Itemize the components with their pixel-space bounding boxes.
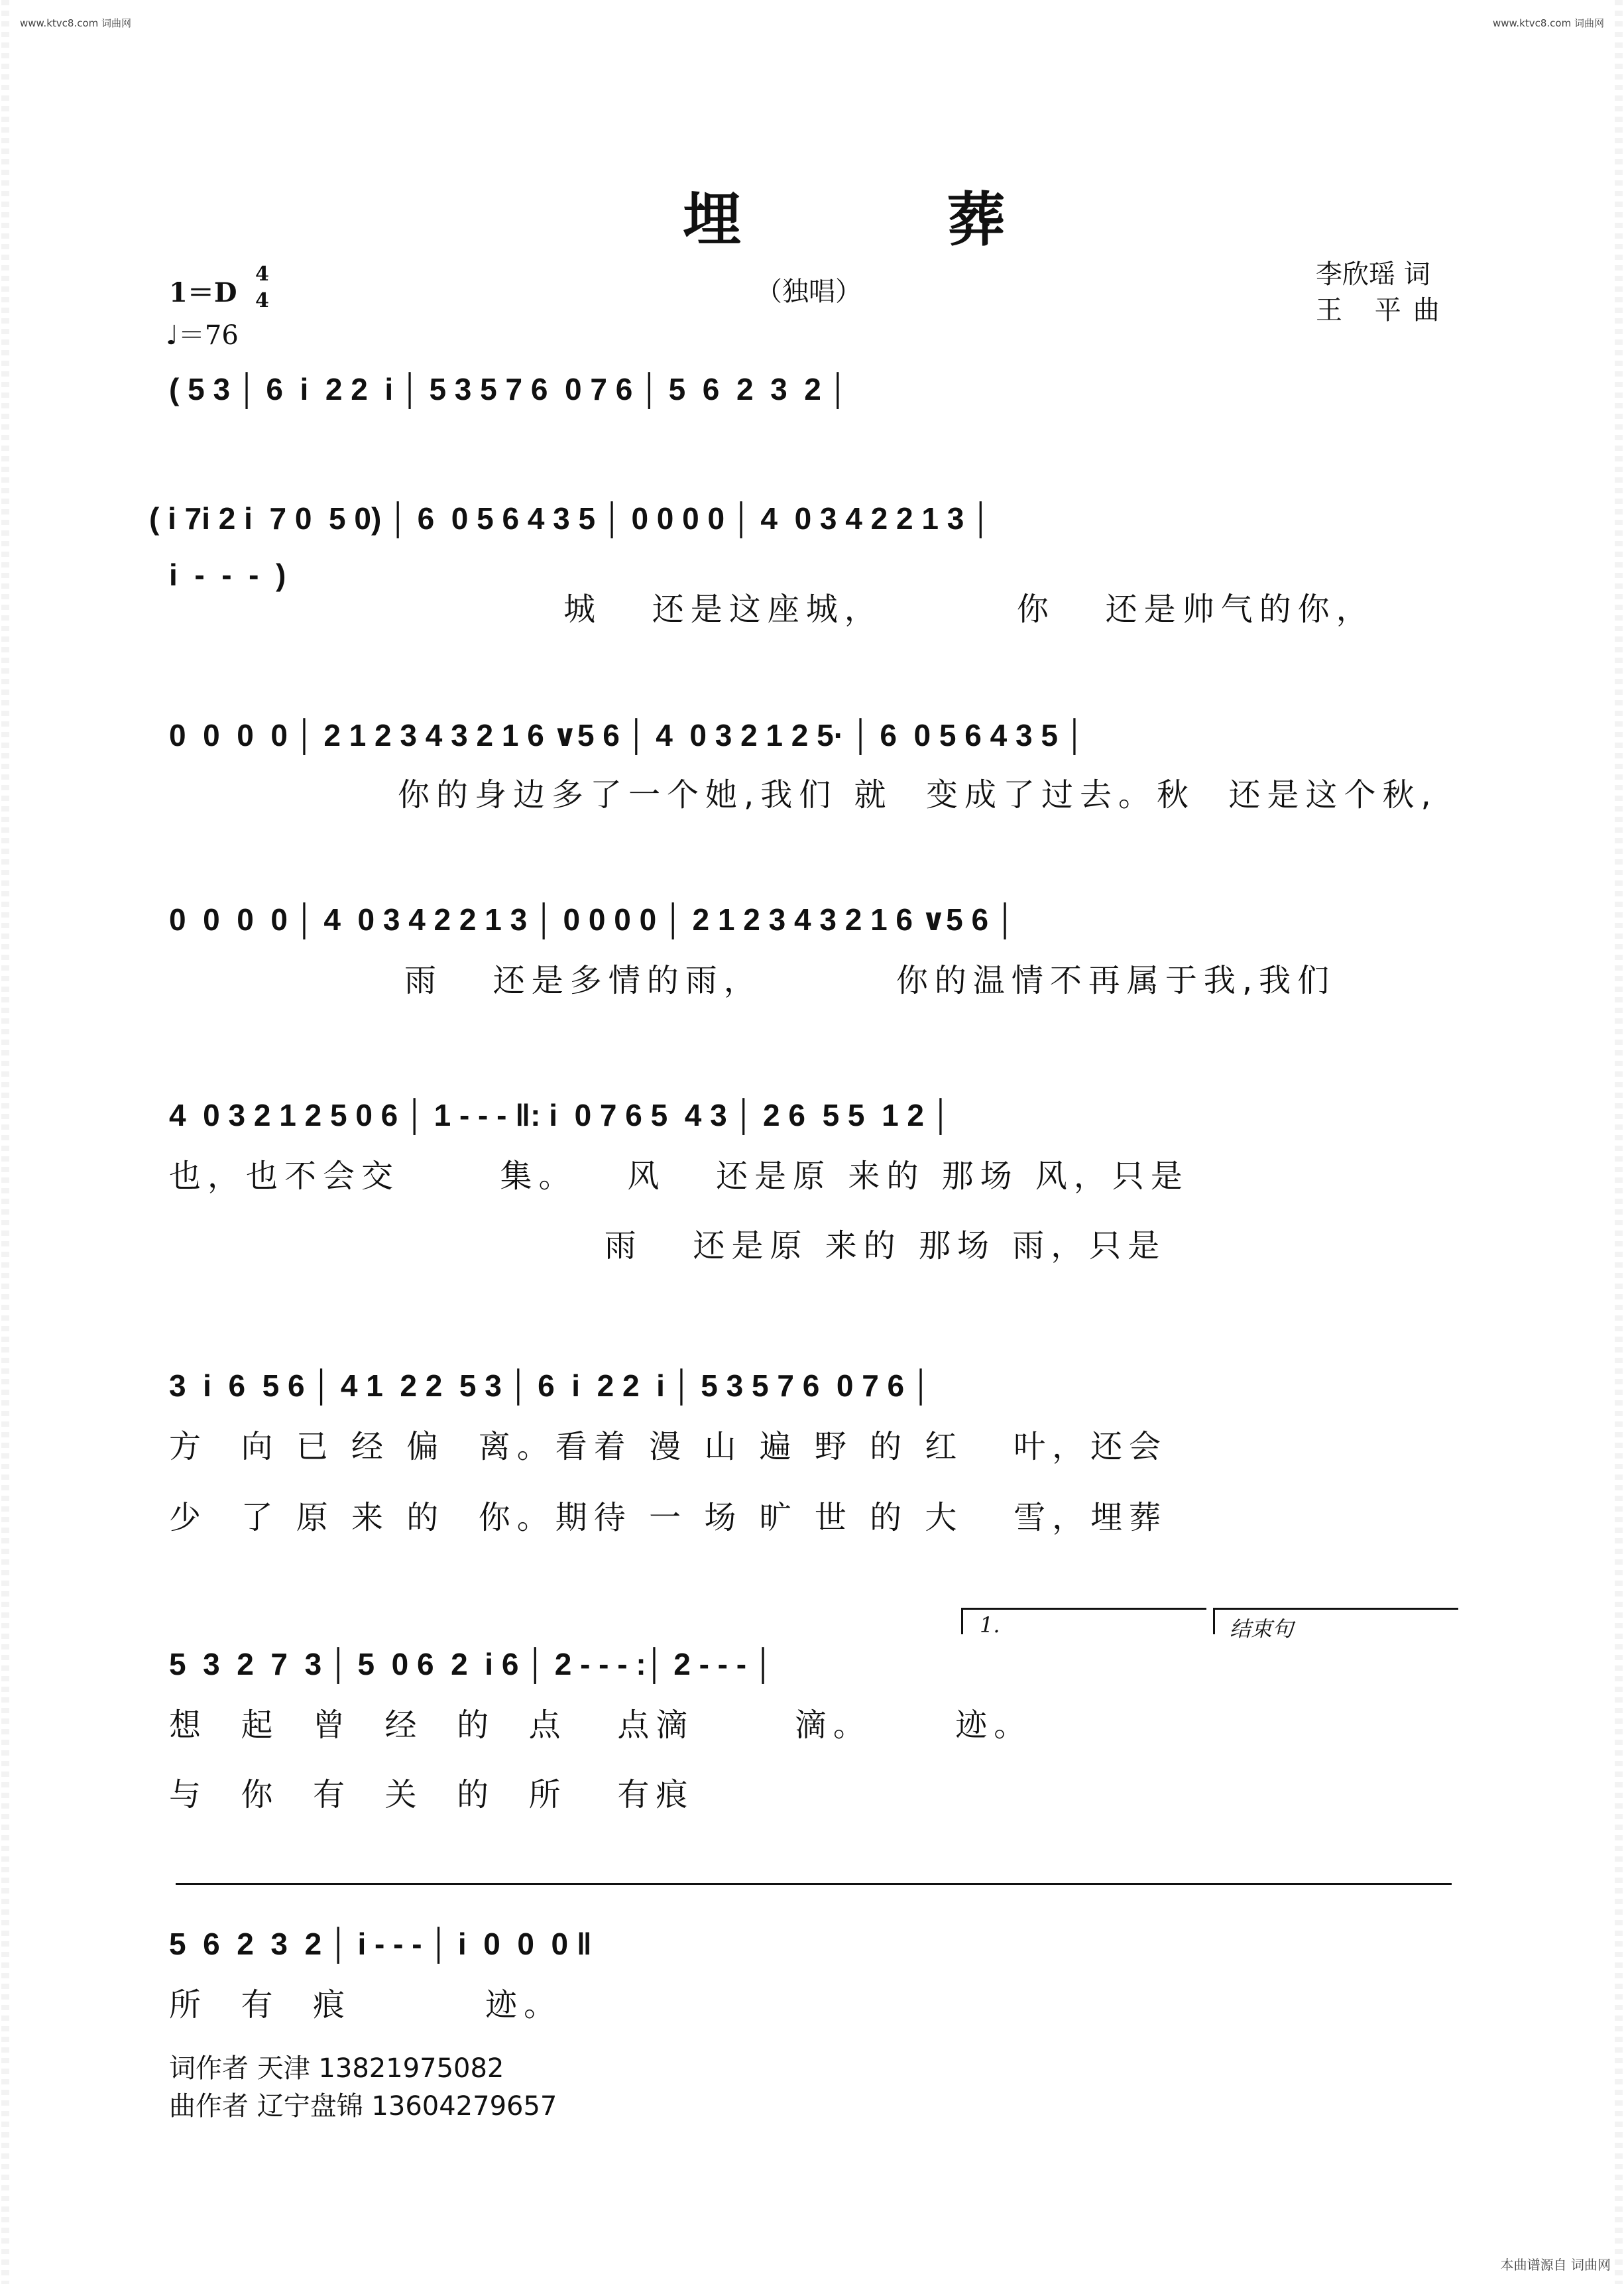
score-row-5-notes: 4 0 3 2 1 2 5 0 6 │ 1 - - - ‖: i 0 7 6 5 4 3 │ 2 6 5 5 1 2 │ xyxy=(169,1098,952,1132)
footer-source: 本曲谱源自 词曲网 xyxy=(1500,2257,1611,2273)
volta-bracket-1 xyxy=(961,1608,1206,1610)
time-signature-bottom: 4 xyxy=(255,289,269,312)
header-left: www.ktvc8.com 词曲网 xyxy=(20,17,132,29)
score-row-2-notes-lower: i - - - ) xyxy=(169,558,286,592)
lyric-row-6-verse-2: 少 了 原 来 的 你。期待 一 场 旷 世 的 大 雪，埋葬 xyxy=(169,1499,1168,1536)
subtitle: （独唱） xyxy=(756,276,862,307)
key-signature: 1＝D xyxy=(169,277,237,308)
lyric-row-5-verse-1: 也，也不会交 集。 风 还是原 来的 那场 风，只是 xyxy=(169,1158,1189,1195)
lyric-row-8: 所 有 痕 迹。 xyxy=(169,1986,563,2023)
score-row-2-notes: ( i 7i 2 i 7 0 5 0) │ 6 0 5 6 4 3 5 │ 0 0 0 0 │ 4 0 3 4 2 2 1 3 │ xyxy=(149,501,992,536)
volta-label-1: 1. xyxy=(980,1612,1000,1638)
composer-credit: 王 平曲 xyxy=(1316,295,1452,326)
lyric-row-3: 你的身边多了一个她,我们 就 变成了过去。秋 还是这个秋, xyxy=(398,776,1438,813)
lyric-row-5-verse-2: 雨 还是原 来的 那场 雨，只是 xyxy=(169,1227,1167,1264)
lyric-row-6-verse-1: 方 向 已 经 偏 离。看着 漫 山 遍 野 的 红 叶，还会 xyxy=(169,1428,1168,1465)
volta-bracket-2 xyxy=(1213,1608,1458,1610)
volta-bracket-2-start xyxy=(1213,1608,1215,1634)
left-margin-strip xyxy=(1,0,9,2284)
lyric-row-2: 城 还是这座城， 你 还是帅气的你， xyxy=(563,591,1375,628)
score-row-8-notes: 5 6 2 3 2 │ i - - - │ i 0 0 0 ‖ xyxy=(169,1927,592,1961)
lyric-row-7-verse-2: 与 你 有 关 的 所 有痕 xyxy=(169,1776,695,1813)
lyricist-credit: 李欣瑶 词 xyxy=(1316,259,1430,290)
score-row-3-notes: 0 0 0 0 │ 2 1 2 3 4 3 2 1 6 ∨5 6 │ 4 0 3 2 1 2 5· │ 6 0 5 6 4 3 5 │ xyxy=(169,718,1086,752)
repeat-bracket-line xyxy=(176,1883,1452,1885)
footer-composer: 曲作者 辽宁盘锦 13604279657 xyxy=(169,2091,557,2122)
header-right: www.ktvc8.com 词曲网 xyxy=(1492,17,1604,29)
volta-label-2: 结束句 xyxy=(1230,1616,1294,1642)
right-margin-strip xyxy=(1615,0,1623,2284)
footer-lyricist: 词作者 天津 13821975082 xyxy=(169,2053,504,2084)
lyric-row-7-verse-1: 想 起 曾 经 的 点 点滴 滴。 迹。 xyxy=(169,1707,1033,1744)
score-row-1-notes: ( 5 3 │ 6 i 2 2 i │ 5 3 5 7 6 0 7 6 │ 5 6 2 3 2 │ xyxy=(169,372,849,406)
time-signature-top: 4 xyxy=(255,263,269,286)
score-row-4-notes: 0 0 0 0 │ 4 0 3 4 2 2 1 3 │ 0 0 0 0 │ 2 1 2 3 4 3 2 1 6 ∨5 6 │ xyxy=(169,902,1016,937)
lyric-row-4: 雨 还是多情的雨， 你的温情不再属于我,我们 xyxy=(404,962,1336,999)
score-row-6-notes: 3 i 6 5 6 │ 4 1 2 2 5 3 │ 6 i 2 2 i │ 5 3 5 7 6 0 7 6 │ xyxy=(169,1368,932,1403)
page-title: 埋 葬 xyxy=(683,185,1098,254)
score-row-7-notes: 5 3 2 7 3 │ 5 0 6 2 i 6 │ 2 - - - :│ 2 - - - │ xyxy=(169,1647,774,1681)
tempo-marking: ♩＝76 xyxy=(166,320,239,351)
volta-bracket-1-start xyxy=(961,1608,963,1634)
